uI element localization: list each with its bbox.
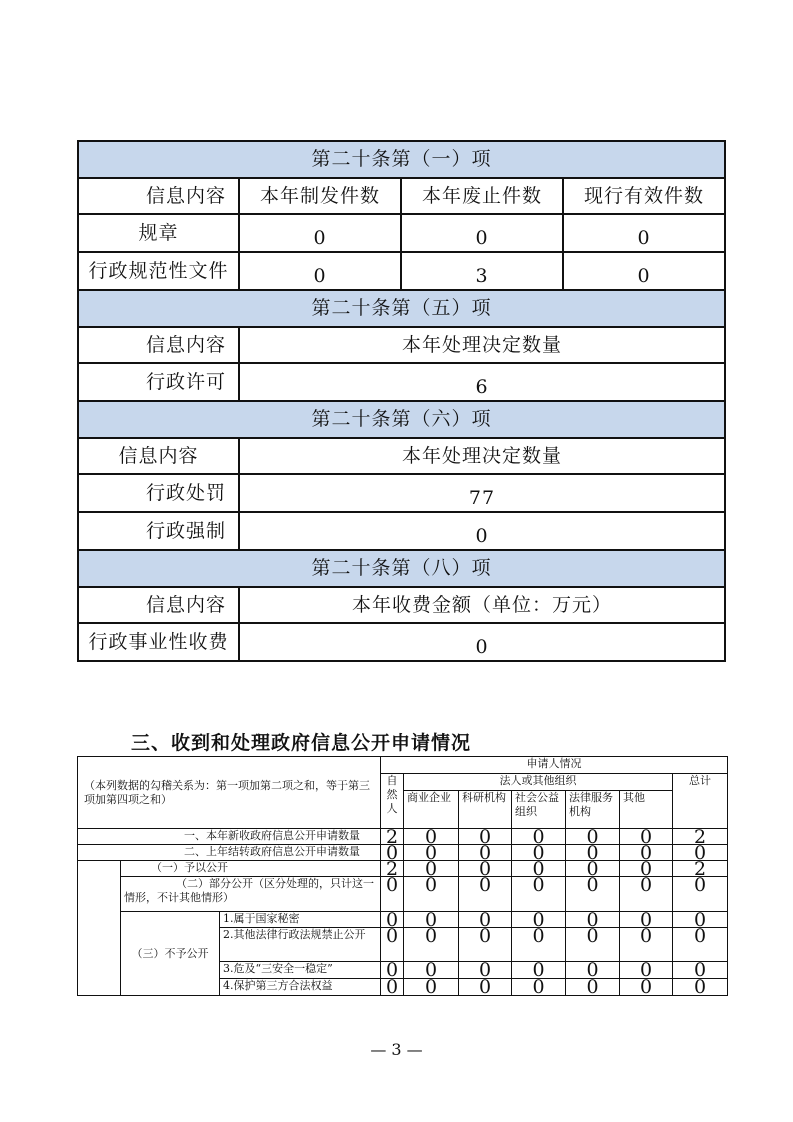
col-header-decisions: 本年处理决定数量: [239, 327, 725, 363]
statistics-table-rules: [77, 140, 726, 662]
cell-value: 0: [620, 877, 673, 912]
cell-value: 0: [566, 979, 620, 996]
col-header-decisions: 本年处理决定数量: [239, 438, 725, 474]
cell-value: 0: [673, 877, 728, 912]
col-header-issued: 本年制发件数: [239, 178, 401, 214]
cell-value: 0: [239, 214, 401, 252]
cell-value: 0: [459, 829, 512, 845]
cell-value: 0: [566, 829, 620, 845]
row-new-applications: 一、本年新收政府信息公开申请数量: [78, 829, 381, 845]
section-header-20-1: 第二十条第（一）项: [78, 141, 725, 178]
cell-value: 0: [566, 928, 620, 962]
cell-value: 0: [404, 979, 459, 996]
cell-value: 0: [381, 877, 404, 912]
row-partial-disclosure: （二）部分公开（区分处理的，只计这一情形，不计其他情形）: [121, 877, 381, 912]
cell-value: 0: [673, 962, 728, 979]
row-carried-over: 二、上年结转政府信息公开申请数量: [78, 845, 381, 861]
col-header-info: 信息内容: [78, 587, 239, 623]
cell-value: 0: [673, 928, 728, 962]
cell-value: 0: [512, 861, 566, 877]
cell-value: 0: [620, 962, 673, 979]
cell-value: 2: [381, 861, 404, 877]
cell-value: 0: [512, 962, 566, 979]
row-law-prohibited: 2.其他法律行政法规禁止公开: [220, 928, 381, 962]
legal-group-header: 法人或其他组织: [404, 774, 673, 791]
cell-value: 0: [620, 845, 673, 861]
cell-value: 0: [404, 845, 459, 861]
subcol-research: 科研机构: [459, 791, 512, 829]
section-title: 三、收到和处理政府信息公开申请情况: [131, 732, 472, 754]
cell-value: 2: [673, 829, 728, 845]
cell-value: 0: [620, 829, 673, 845]
cell-value: 0: [404, 928, 459, 962]
cell-value: 0: [620, 979, 673, 996]
cell-value: 2: [381, 829, 404, 845]
cell-value: 0: [404, 962, 459, 979]
cell-value: 0: [673, 845, 728, 861]
cell-value: 0: [563, 252, 725, 290]
note-cell: （本列数据的勾稽关系为：第一项加第二项之和，等于第三项加第四项之和）: [78, 757, 381, 829]
cell-value: 77: [239, 474, 725, 512]
row-label-normative-docs: 行政规范性文件: [78, 252, 239, 290]
cell-value: 0: [512, 928, 566, 962]
subcol-business: 商业企业: [404, 791, 459, 829]
col-header-abolished: 本年废止件数: [401, 178, 563, 214]
cell-value: 0: [620, 912, 673, 928]
cell-value: 0: [566, 877, 620, 912]
cell-value: 6: [239, 363, 725, 401]
cell-value: 0: [673, 912, 728, 928]
cell-value: 0: [239, 512, 725, 550]
row-label-penalty: 行政处罚: [78, 474, 239, 512]
subcol-legal-service: 法律服务机构: [566, 791, 620, 829]
row-label-admin-fees: 行政事业性收费: [78, 623, 239, 661]
cell-value: 0: [381, 845, 404, 861]
natural-person-header: 自然人: [381, 774, 404, 829]
cell-value: 0: [620, 861, 673, 877]
cell-value: 3: [401, 252, 563, 290]
cell-value: 0: [239, 623, 725, 661]
cell-value: 0: [566, 861, 620, 877]
cell-value: 0: [404, 877, 459, 912]
cell-value: 0: [512, 845, 566, 861]
cell-value: 2: [673, 861, 728, 877]
cell-value: 0: [381, 979, 404, 996]
cell-value: 0: [459, 861, 512, 877]
col-header-fees: 本年收费金额（单位：万元）: [239, 587, 725, 623]
cell-value: 0: [566, 845, 620, 861]
section-header-20-6: 第二十条第（六）项: [78, 401, 725, 438]
row-not-disclosed: （三）不予公开: [121, 912, 220, 996]
total-header: 总计: [673, 774, 728, 829]
cell-value: 0: [512, 912, 566, 928]
cell-value: 0: [563, 214, 725, 252]
cell-value: 0: [512, 877, 566, 912]
cell-value: 0: [404, 912, 459, 928]
row-third-party: 4.保护第三方合法权益: [220, 979, 381, 996]
cell-value: 0: [239, 252, 401, 290]
cell-value: 0: [620, 928, 673, 962]
row-label-enforcement: 行政强制: [78, 512, 239, 550]
cell-value: 0: [459, 928, 512, 962]
row-three-security: 3.危及“三安全一稳定”: [220, 962, 381, 979]
applicant-header: 申请人情况: [381, 757, 728, 774]
row-label-regulations: 规章: [78, 214, 239, 252]
cell-value: 0: [512, 979, 566, 996]
cell-value: 0: [401, 214, 563, 252]
section-header-20-5: 第二十条第（五）项: [78, 290, 725, 327]
cell-value: 0: [459, 845, 512, 861]
col-header-info: 信息内容: [78, 438, 239, 474]
cell-value: 0: [404, 829, 459, 845]
cell-value: 0: [566, 912, 620, 928]
cell-value: 0: [459, 912, 512, 928]
col-header-info: 信息内容: [78, 327, 239, 363]
cell-value: 0: [673, 979, 728, 996]
cell-value: 0: [512, 829, 566, 845]
subcol-public-welfare: 社会公益组织: [512, 791, 566, 829]
row-state-secret: 1.属于国家秘密: [220, 912, 381, 928]
cell-value: 0: [381, 912, 404, 928]
section-header-20-8: 第二十条第（八）项: [78, 550, 725, 587]
row-disclosed: （一）予以公开: [121, 861, 381, 877]
result-group-cell: [78, 861, 121, 996]
subcol-other: 其他: [620, 791, 673, 829]
cell-value: 0: [381, 928, 404, 962]
cell-value: 0: [459, 877, 512, 912]
disclosure-applications-table: [77, 756, 728, 996]
col-header-valid: 现行有效件数: [563, 178, 725, 214]
cell-value: 0: [566, 962, 620, 979]
cell-value: 0: [404, 861, 459, 877]
cell-value: 0: [459, 962, 512, 979]
row-label-license: 行政许可: [78, 363, 239, 401]
cell-value: 0: [459, 979, 512, 996]
cell-value: 0: [381, 962, 404, 979]
page-number: — 3 —: [370, 1040, 423, 1059]
col-header-info: 信息内容: [78, 178, 239, 214]
